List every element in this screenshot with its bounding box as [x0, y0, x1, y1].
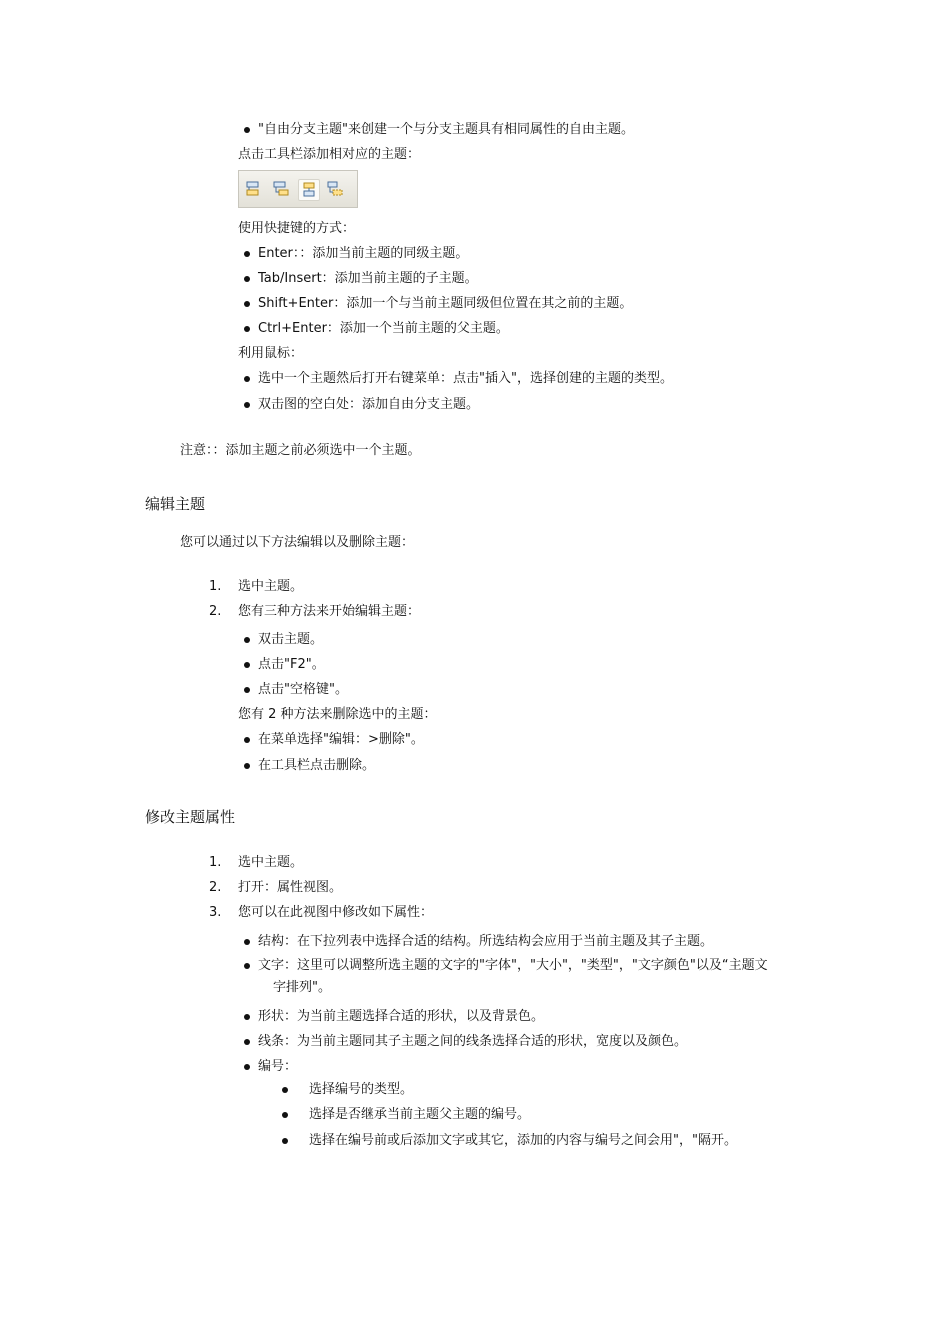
bullet-dot	[244, 251, 250, 257]
props-step: 选中主题。	[238, 855, 304, 870]
edit-step: 选中主题。	[238, 579, 304, 594]
edit-intro: 您可以通过以下方法编辑以及删除主题：	[180, 535, 415, 550]
shortcut-intro: 使用快捷键的方式：	[238, 221, 356, 236]
bullet-dot	[282, 1112, 288, 1118]
edit-method: 点击"F2"。	[258, 657, 325, 672]
topic-toolbar	[238, 170, 358, 208]
bullet-dot	[244, 326, 250, 332]
mouse-intro: 利用鼠标：	[238, 346, 304, 361]
bullet-dot	[244, 737, 250, 743]
edit-method: 点击"空格键"。	[258, 682, 348, 697]
delete-method: 在工具栏点击删除。	[258, 758, 376, 773]
bullet-dot	[244, 1064, 250, 1070]
shortcut-item: Enter：：添加当前主题的同级主题。	[258, 246, 469, 261]
edit-step: 您有三种方法来开始编辑主题：	[238, 604, 421, 619]
toolbar-intro: 点击工具栏添加相对应的主题：	[238, 147, 421, 162]
shortcut-item: Ctrl+Enter：添加一个当前主题的父主题。	[258, 321, 509, 336]
add-floating-topic-icon[interactable]	[325, 179, 345, 199]
props-item: 编号：	[258, 1059, 298, 1074]
bullet-dot	[244, 127, 250, 133]
bullet-dot	[244, 402, 250, 408]
add-sibling-topic-icon[interactable]	[244, 179, 264, 199]
bullet-dot	[244, 276, 250, 282]
add-parent-topic-icon[interactable]	[298, 179, 320, 201]
bullet-dot	[282, 1087, 288, 1093]
props-item: 文字：这里可以调整所选主题的文字的"字体"，"大小"，"类型"，"文字颜色"以及“主题文	[258, 958, 768, 973]
bullet-dot	[244, 963, 250, 969]
step-number: 2.	[209, 604, 222, 619]
delete-method: 在菜单选择"编辑：>删除"。	[258, 732, 424, 747]
step-number: 1.	[209, 855, 222, 870]
step-number: 1.	[209, 579, 222, 594]
props-item: 形状：为当前主题选择合适的形状，以及背景色。	[258, 1009, 545, 1024]
note: 注意：：添加主题之前必须选中一个主题。	[180, 443, 421, 458]
bullet-dot	[282, 1138, 288, 1144]
bullet-dot	[244, 687, 250, 693]
props-item: 结构：在下拉列表中选择合适的结构。所选结构会应用于当前主题及其子主题。	[258, 934, 714, 949]
numbering-item: 选择是否继承当前主题父主题的编号。	[309, 1107, 531, 1122]
props-item-cont: 字排列"。	[273, 980, 331, 995]
numbering-item: 选择在编号前或后添加文字或其它，添加的内容与编号之间会用"，"隔开。	[309, 1133, 737, 1148]
mouse-item: 双击图的空白处：添加自由分支主题。	[258, 397, 480, 412]
numbering-item: 选择编号的类型。	[309, 1082, 414, 1097]
bullet-dot	[244, 637, 250, 643]
bullet-dot	[244, 301, 250, 307]
step-number: 3.	[209, 905, 222, 920]
bullet-free-topic: "自由分支主题"来创建一个与分支主题具有相同属性的自由主题。	[258, 122, 634, 137]
props-step: 打开：属性视图。	[238, 880, 343, 895]
edit-heading: 编辑主题	[145, 495, 206, 513]
props-heading: 修改主题属性	[145, 808, 236, 826]
bullet-dot	[244, 763, 250, 769]
bullet-dot	[244, 376, 250, 382]
props-item: 线条：为当前主题同其子主题之间的线条选择合适的形状，宽度以及颜色。	[258, 1034, 688, 1049]
mouse-item: 选中一个主题然后打开右键菜单：点击"插入"，选择创建的主题的类型。	[258, 371, 673, 386]
shortcut-item: Shift+Enter：添加一个与当前主题同级但位置在其之前的主题。	[258, 296, 633, 311]
props-step: 您可以在此视图中修改如下属性：	[238, 905, 434, 920]
bullet-dot	[244, 939, 250, 945]
add-child-topic-icon[interactable]	[271, 179, 291, 199]
bullet-dot	[244, 662, 250, 668]
bullet-dot	[244, 1014, 250, 1020]
delete-intro: 您有 2 种方法来删除选中的主题：	[238, 707, 437, 722]
step-number: 2.	[209, 880, 222, 895]
shortcut-item: Tab/Insert：添加当前主题的子主题。	[258, 271, 478, 286]
bullet-dot	[244, 1039, 250, 1045]
edit-method: 双击主题。	[258, 632, 324, 647]
